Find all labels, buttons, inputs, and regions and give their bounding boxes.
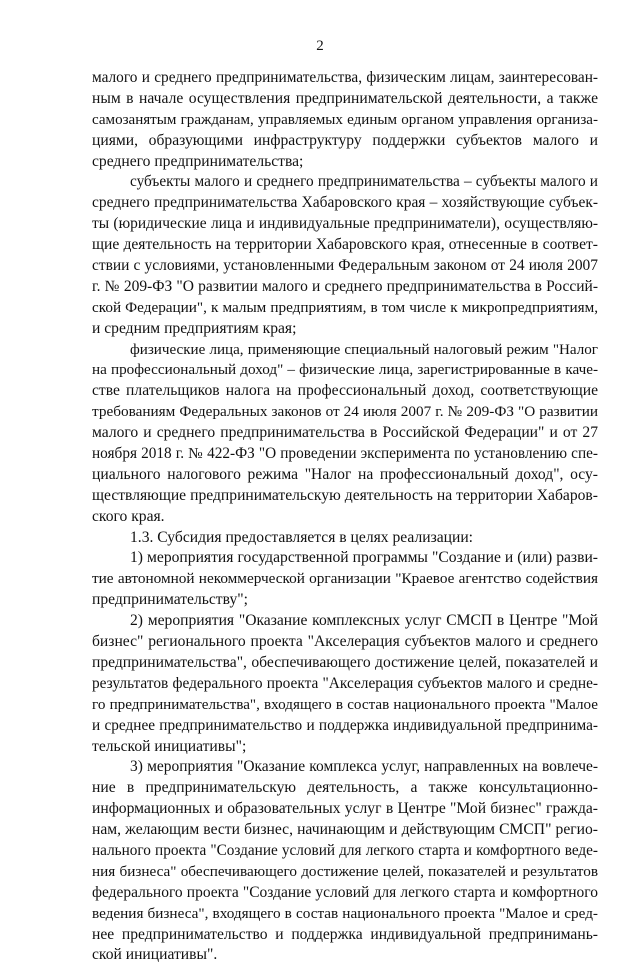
text-line: ты (юридические лица и индивидуальные предприниматели), осуществляю- <box>92 215 598 233</box>
text-line: информационных и образовательных услуг в Центре "Мой бизнес" гражда- <box>92 800 598 818</box>
document-body <box>92 68 598 966</box>
text-line: результатов федерального проекта "Акселерация субъектов малого и средне- <box>92 674 598 692</box>
text-line: 1) мероприятия государственной программы "Создание и (или) разви- <box>130 549 598 567</box>
text-line: среднего предпринимательства; <box>92 152 304 170</box>
text-line: 2) мероприятия "Оказание комплексных услуг СМСП в Центре "Мой <box>130 612 598 630</box>
text-line: федерального проекта "Создание условий для легкого старта и комфортного <box>92 883 598 901</box>
text-line: тие автономной некоммерческой организации "Краевое агентство содействия <box>92 570 598 588</box>
text-line: ской инициативы". <box>92 946 218 964</box>
text-line: г. № 209-ФЗ "О развитии малого и среднего предпринимательства в Россий- <box>92 277 598 295</box>
text-line: бизнес" регионального проекта "Акселерация субъектов малого и среднего <box>92 633 598 651</box>
text-line: ние в предпринимательскую деятельность, а также консультационно- <box>92 779 598 797</box>
text-line: самозанятым гражданам, управляемых единым органом управления организа- <box>92 111 598 128</box>
text-line: ской Федерации", к малым предприятиям, в том числе к микропредприятиям, <box>92 298 598 316</box>
text-line: тельской инициативы"; <box>92 737 247 755</box>
text-line: предпринимательства", обеспечивающего достижение целей, показателей и <box>92 653 598 671</box>
page-number: 2 <box>316 38 324 54</box>
text-line: ния бизнеса" обеспечивающего достижение целей, показателей и результатов <box>92 862 598 880</box>
text-line: малого и среднего предпринимательства, физическим лицам, заинтересован- <box>92 69 598 86</box>
text-line: 3) мероприятия "Оказание комплекса услуг, направленных на вовлече- <box>130 758 598 776</box>
text-line: на профессиональный доход" – физические лица, зарегистрированные в каче- <box>92 361 598 379</box>
text-line: стве плательщиков налога на профессиональный доход, соответствующие <box>92 382 598 400</box>
text-line: ского края. <box>92 507 165 525</box>
text-line: ществляющие предпринимательскую деятельность на территории Хабаров- <box>92 486 598 504</box>
text-line: ным в начале осуществления предпринимательской деятельности, а также <box>92 89 598 107</box>
text-line: циями, образующими инфраструктуру поддержки субъектов малого и <box>92 131 598 149</box>
text-line: циального налогового режима "Налог на профессиональный доход", осу- <box>92 465 598 483</box>
text-line: требованиям Федеральных законов от 24 июля 2007 г. № 209-ФЗ "О развитии <box>92 403 598 421</box>
text-line: го предпринимательства", входящего в состав национального проекта "Малое <box>92 696 598 713</box>
text-line: малого и среднего предпринимательства в Российской Федерации" и от 27 <box>92 424 598 442</box>
text-line: ствии с условиями, установленными Федеральным законом от 24 июля 2007 <box>92 257 598 275</box>
text-line: ведения бизнеса", входящего в состав национального проекта "Малое и сред- <box>92 904 598 922</box>
text-line: щие деятельность на территории Хабаровского края, отнесенные в соответ- <box>92 236 598 254</box>
text-line: и средним предприятиям края; <box>92 319 297 337</box>
text-line: ноября 2018 г. № 422-ФЗ "О проведении эксперимента по установлению спе- <box>92 445 598 463</box>
text-line: нее предпринимательство и поддержка индивидуальной предпринимань- <box>92 925 598 943</box>
text-line: физические лица, применяющие специальный налоговый режим "Налог <box>130 341 598 358</box>
text-line: предпринимательству"; <box>92 591 248 609</box>
text-line: нам, желающим вести бизнес, начинающим и действующим СМСП" регио- <box>92 821 598 839</box>
text-line: нального проекта "Создание условий для легкого старта и комфортного веде- <box>92 841 598 859</box>
text-line: среднего предпринимательства Хабаровского края – хозяйствующие субъек- <box>92 194 598 212</box>
text-line: 1.3. Субсидия предоставляется в целях реализации: <box>130 528 474 546</box>
text-line: субъекты малого и среднего предпринимательства – субъекты малого и <box>130 173 598 191</box>
text-line: и среднее предпринимательство и поддержка индивидуальной предпринима- <box>92 716 598 734</box>
